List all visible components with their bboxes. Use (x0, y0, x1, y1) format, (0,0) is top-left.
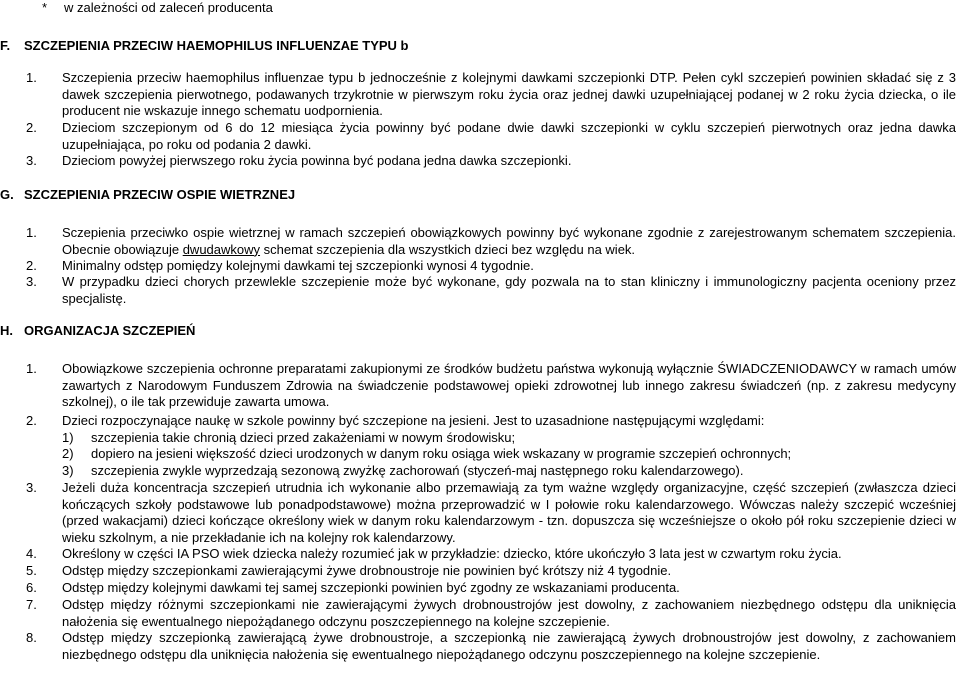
subitem-number: 2) (62, 446, 74, 461)
section-f-item-2 (26, 120, 956, 153)
subitem-text: szczepienia zwykle wyprzedzają sezonową zwyżkę zachorowań (styczeń-maj następnego roku kalendarzowego). (91, 463, 744, 478)
subitem-number: 3) (62, 463, 74, 478)
item-number: 1. (26, 225, 37, 240)
section-f-item-1 (26, 70, 956, 120)
section-h-item-2 (26, 413, 956, 430)
subitem-text: szczepienia takie chronią dzieci przed zakażeniami w nowym środowisku; (91, 430, 516, 445)
item-text: Dzieci rozpoczynające naukę w szkole powinny być szczepione na jesieni. Jest to uzasadnione następującymi względami: (62, 413, 765, 428)
section-h-item-7 (26, 597, 956, 630)
item-number: 2. (26, 120, 37, 135)
item-text: Szczepienia przeciw haemophilus influenzae typu b jednocześnie z kolejnymi dawkami szczepionki DTP. Pełen cykl szczepień powinien składać się z 3 dawek szczepienia pierwotnego, podawanych trzykrotnie w pierwszym roku życia oraz jednej dawki uzupełniającej podanej w 2 roku życia dziecka, o ile producent nie wskazuje innego schematu uodpornienia. (62, 70, 956, 118)
section-h-title: ORGANIZACJA SZCZEPIEŃ (24, 323, 196, 338)
section-h-item-5 (26, 563, 956, 580)
item-number: 6. (26, 580, 37, 595)
section-f-letter: F. (0, 38, 11, 53)
section-h-item-6 (26, 580, 956, 597)
underlined-term: dwudawkowy (182, 241, 261, 257)
section-h-item-3 (26, 480, 956, 546)
section-f-title: SZCZEPIENIA PRZECIW HAEMOPHILUS INFLUENZAE TYPU b (24, 38, 409, 53)
item-text: Dzieciom szczepionym od 6 do 12 miesiąca życia powinny być podane dwie dawki szczepionki w cyklu szczepień pierwotnych oraz jedna dawka uzupełniająca, po roku od podania 2 dawki. (62, 120, 956, 152)
section-h-item-8 (26, 630, 956, 663)
section-h-subitem-1 (62, 430, 956, 447)
item-text-part: Sczepienia przeciwko ospie wietrznej w ramach szczepień obowiązkowych powinny być wykonane zgodnie z zarejestrowanym schematem szczepienia. Obecnie obowiązuje (62, 225, 956, 257)
item-text: Odstęp między szczepionkami zawierającymi żywe drobnoustroje nie powinien być krótszy niż 4 tygodnie. (62, 563, 672, 578)
item-number: 3. (26, 480, 37, 495)
item-text: Odstęp między różnymi szczepionkami nie zawierającymi żywych drobnoustrojów jest dowolny, z zachowaniem niezbędnego odstępu dla uniknięcia nałożenia się ewentualnego niepożądanego odczynu poszczepiennego na kolejne szczepienie. (62, 597, 956, 629)
item-number: 1. (26, 361, 37, 376)
footnote (42, 0, 273, 17)
item-text: Określony w części IA PSO wiek dziecka należy rozumieć jak w przykładzie: dziecko, które ukończyło 3 lata jest w czwartym roku życia. (62, 546, 842, 561)
section-h-item-4 (26, 546, 956, 563)
section-g-letter: G. (0, 187, 14, 202)
item-text: Obowiązkowe szczepienia ochronne preparatami zakupionymi ze środków budżetu państwa wykonują wyłącznie ŚWIADCZENIODAWCY w ramach umów zawartych z Narodowym Funduszem Zdrowia na świadczenie podstawowej opieki zdrowotnej lub innego zakresu świadczeń (np. z zakresu medycyny szkolnej), o ile tak przewiduje zawarta umowa. (62, 361, 956, 409)
item-number: 4. (26, 546, 37, 561)
section-h-heading (0, 323, 195, 340)
item-number: 3. (26, 274, 37, 289)
section-h-item-1 (26, 361, 956, 411)
item-number: 2. (26, 413, 37, 428)
item-text: Dzieciom powyżej pierwszego roku życia powinna być podana jedna dawka szczepionki. (62, 153, 572, 168)
section-g-title: SZCZEPIENIA PRZECIW OSPIE WIETRZNEJ (24, 187, 296, 202)
section-h-letter: H. (0, 323, 13, 338)
item-number: 2. (26, 258, 37, 273)
item-text: Odstęp między szczepionką zawierającą żywe drobnoustroje, a szczepionką nie zawierającą żywych drobnoustrojów jest dowolny, z zachowaniem niezbędnego odstępu dla uniknięcia nałożenia się ewentualnego niepożądanego odczynu poszczepiennego na kolejne szczepienie. (62, 630, 956, 662)
item-text: W przypadku dzieci chorych przewlekle szczepienie może być wykonane, gdy pozwala na to stan kliniczny i immunologiczny pacjenta oceniony przez specjalistę. (62, 274, 956, 306)
section-g-item-1 (26, 225, 956, 258)
item-text: Odstęp między kolejnymi dawkami tej samej szczepionki powinien być zgodny ze wskazaniami producenta. (62, 580, 680, 595)
footnote-text: w zależności od zaleceń producenta (64, 0, 273, 15)
item-text (62, 225, 956, 258)
section-g-heading (0, 187, 295, 204)
item-number: 7. (26, 597, 37, 612)
subitem-number: 1) (62, 430, 74, 445)
subitem-text: dopiero na jesieni większość dzieci urodzonych w danym roku osiąga wiek wskazany w programie szczepień ochronnych; (91, 446, 792, 461)
section-g-item-2 (26, 258, 956, 275)
section-f-item-3 (26, 153, 956, 170)
section-h-subitem-2 (62, 446, 956, 463)
section-f-heading (0, 38, 408, 55)
item-number: 1. (26, 70, 37, 85)
item-text: Minimalny odstęp pomiędzy kolejnymi dawkami tej szczepionki wynosi 4 tygodnie. (62, 258, 534, 273)
item-number: 8. (26, 630, 37, 645)
item-text-part: schemat szczepienia dla wszystkich dzieci bez względu na wiek. (260, 241, 636, 257)
footnote-marker: * (42, 0, 48, 15)
section-h-subitem-3 (62, 463, 956, 480)
item-text: Jeżeli duża koncentracja szczepień utrudnia ich wykonanie albo przemawiają za tym ważne względy organizacyjne, część szczepień (zwłaszcza dzieci kończących szkoły podstawowe lub ponadpodstawowe) można przeprowadzić w I połowie roku kalendarzowego. Wówczas należy szczepić wcześniej (przed wakacjami) dzieci kończące określony wiek w danym roku kalendarzowym - tzn. dopuszcza się wcześniejsze o około pół roku szczepienie dzieci w wieku szkolnym, a nie przekładanie ich na kolejny rok kalendarzowy. (62, 480, 956, 545)
item-number: 3. (26, 153, 37, 168)
item-number: 5. (26, 563, 37, 578)
section-g-item-3 (26, 274, 956, 307)
